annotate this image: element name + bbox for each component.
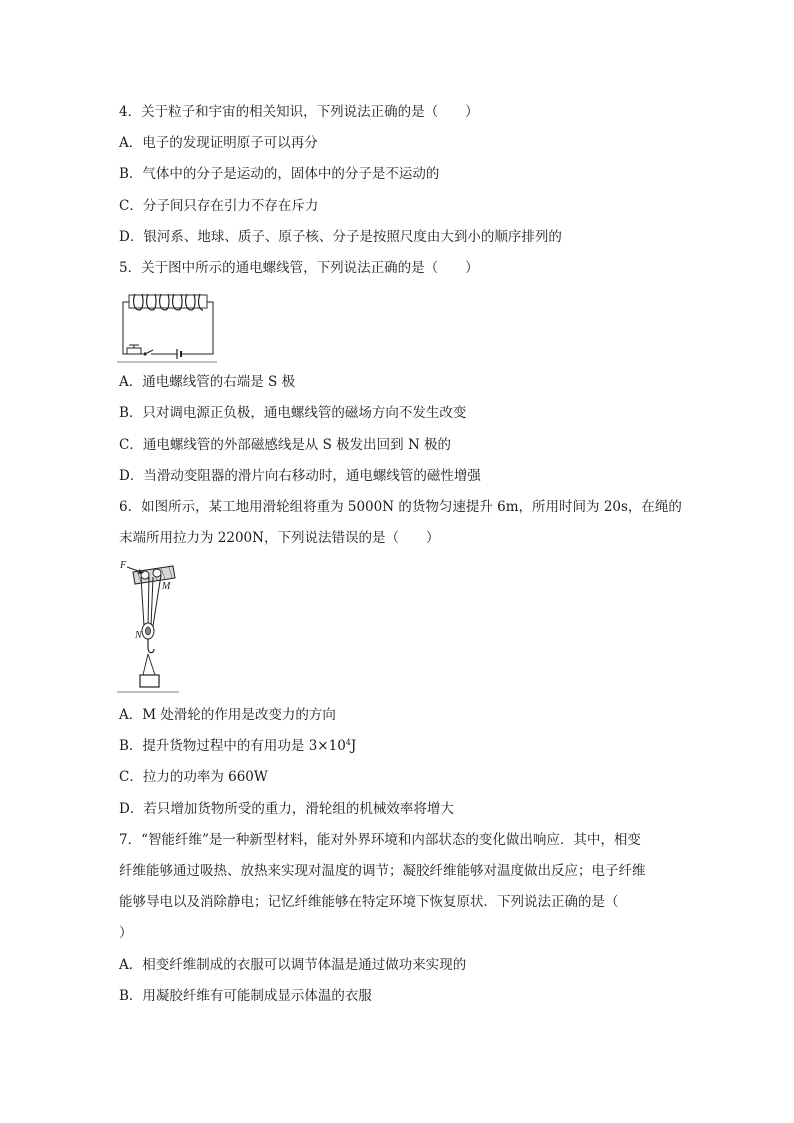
hook	[148, 639, 154, 653]
q6-option-a: A．M 处滑轮的作用是改变力的方向	[119, 707, 336, 723]
q5-option-d: D．当滑动变阻器的滑片向右移动时，通电螺线管的磁性增强	[119, 468, 481, 484]
q4-option-d: D．银河系、地球、质子、原子核、分子是按照尺度由大到小的顺序排列的	[119, 229, 562, 245]
q7-option-b: B．用凝胶纤维有可能制成显示体温的衣服	[119, 988, 372, 1004]
q4-option-a: A．电子的发现证明原子可以再分	[119, 135, 318, 151]
q6-option-b	[119, 737, 356, 755]
label-m: M	[162, 581, 171, 592]
q5-option-c: C．通电螺线管的外部磁感线是从 S 极发出回到 N 极的	[119, 437, 452, 453]
load-cables	[143, 654, 155, 675]
q7-option-a: A．相变纤维制成的衣服可以调节体温是通过做功来实现的	[119, 957, 467, 973]
q6-option-b-exponent: 4	[345, 738, 351, 747]
q7-stem-line2: 纤维能够通过吸热、放热来实现对温度的调节；凝胶纤维能够对温度做出反应；电子纤维	[119, 863, 646, 879]
q6-stem-line1: 6．如图所示，某工地用滑轮组将重为 5000N 的货物匀速提升 6m，所用时间为 20s，在绳的	[119, 499, 682, 515]
pulley-system-figure	[117, 558, 179, 696]
q4-stem: 4．关于粒子和宇宙的相关知识，下列说法正确的是（ ）	[119, 104, 479, 120]
q6-option-b-unit: J	[350, 738, 357, 754]
q7-stem-line3: 能够导电以及消除静电；记忆纤维能够在特定环境下恢复原状．下列说法正确的是（	[119, 894, 619, 910]
rheostat	[127, 348, 141, 354]
q4-option-c: C．分子间只存在引力不存在斥力	[119, 198, 319, 214]
q6-stem-line2: 末端所用拉力为 2200N，下列说法错误的是（ ）	[119, 530, 440, 546]
q6-option-d: D．若只增加货物所受的重力，滑轮组的机械效率将增大	[119, 801, 454, 817]
label-f: F	[120, 560, 127, 571]
q4-option-b: B．气体中的分子是运动的，固体中的分子是不运动的	[119, 166, 440, 182]
label-n: N	[135, 630, 142, 641]
fixed-pulley-2	[153, 569, 161, 577]
switch-lever	[145, 350, 153, 354]
q5-option-b: B．只对调电源正负极，通电螺线管的磁场方向不发生改变	[119, 405, 467, 421]
solenoid-circuit-figure	[117, 288, 217, 364]
q5-stem: 5．关于图中所示的通电螺线管，下列说法正确的是（ ）	[119, 260, 479, 276]
q7-stem-line1: 7．“智能纤维”是一种新型材料，能对外界环境和内部状态的变化做出响应．其中，相变	[119, 832, 641, 848]
q7-stem-line4: ）	[119, 925, 133, 941]
cargo-box	[140, 675, 159, 687]
q6-option-b-text: B．提升货物过程中的有用功是 3×10	[119, 738, 346, 754]
q6-option-c: C．拉力的功率为 660W	[119, 769, 268, 785]
q5-option-a: A．通电螺线管的右端是 S 极	[119, 374, 296, 390]
